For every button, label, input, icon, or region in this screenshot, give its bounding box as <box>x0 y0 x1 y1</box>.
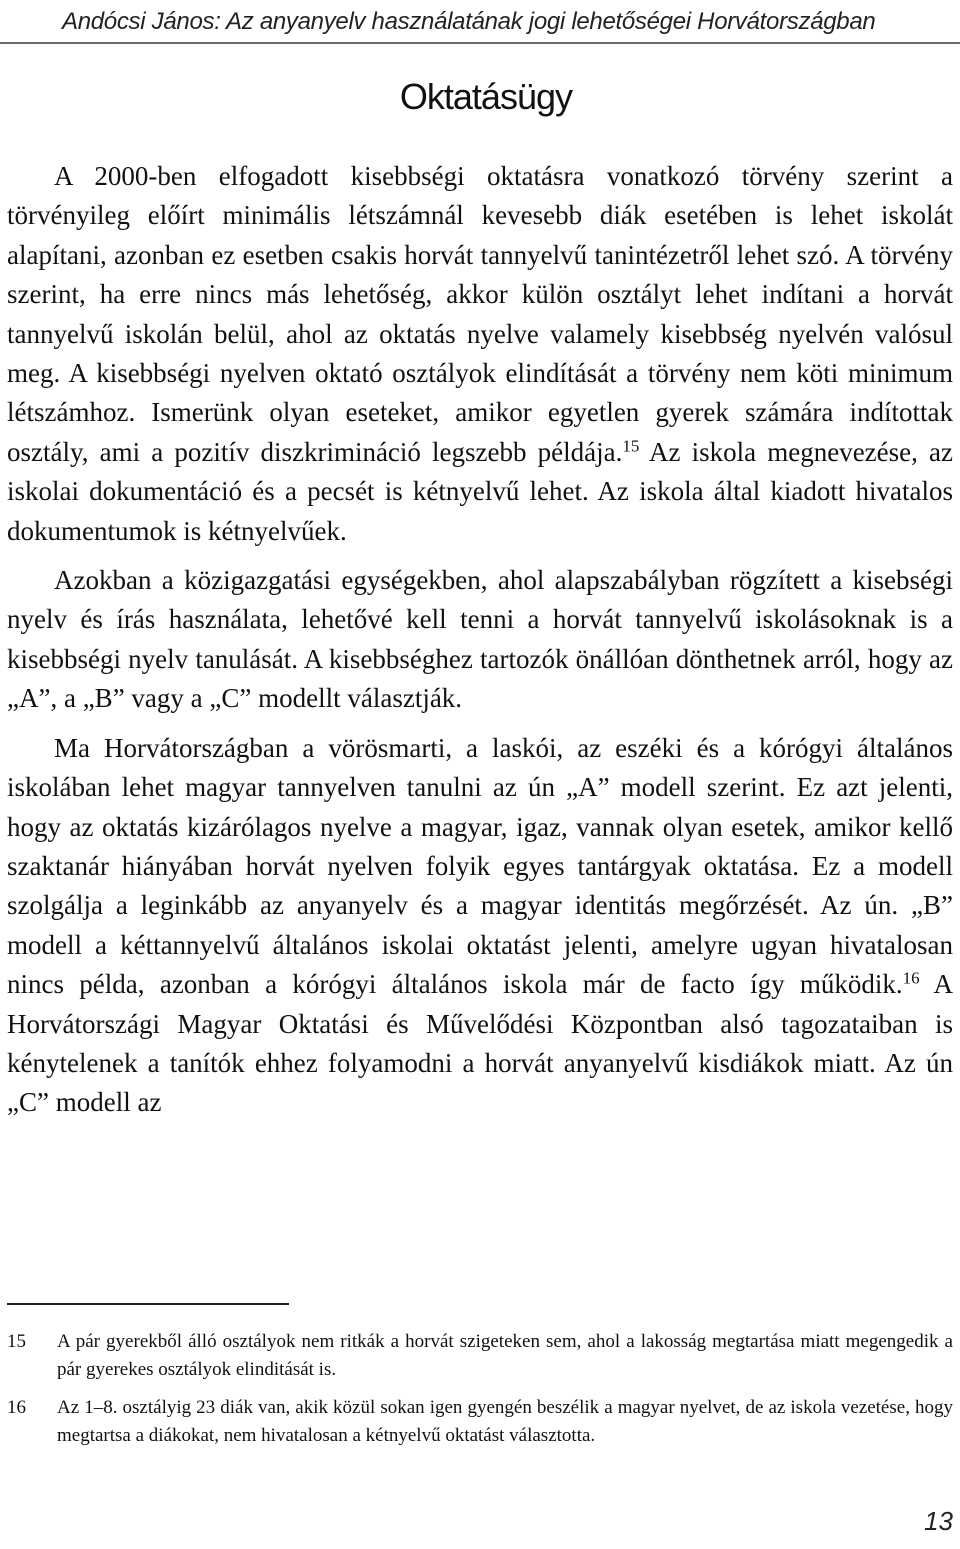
footnote-16 <box>7 1394 953 1450</box>
footnote-text: Az 1–8. osztályig 23 diák van, akik közül sokan igen gyengén beszélik a magyar nyelvet, de az iskola vezetése, hogy megtartsa a diákokat, nem hivatalosan a kétnyelvű oktatást választotta. <box>57 1397 953 1446</box>
footnote-text: A pár gyerekből álló osztályok nem ritkák a horvát szigeteken sem, ahol a lakosság megtartása miatt megengedik a pár gyerekes osztályok elinditását is. <box>57 1331 953 1380</box>
footnote-number: 16 <box>7 1397 26 1418</box>
paragraph-2 <box>7 561 953 719</box>
footnote-ref-15[interactable]: 15 <box>622 436 640 456</box>
footnote-number: 15 <box>7 1331 26 1352</box>
header-divider <box>0 42 960 44</box>
paragraph-1 <box>7 157 953 551</box>
body-text <box>7 157 953 1133</box>
footnote-15 <box>7 1328 953 1384</box>
paragraph-3-text-b: A Horvátországi Magyar Oktatási és Művelődési Központban alsó tagozataiban is kénytelenek a tanítók ehhez folyamodni a horvát anyanyelvű kisdiákok miatt. Az ún „C” modell az <box>7 969 953 1118</box>
paragraph-1-text-a: A 2000-ben elfogadott kisebbségi oktatásra vonatkozó törvény szerint a törvényileg előírt minimális létszámnál kevesebb diák esetében is lehet iskolát alapítani, azonban ez esetben csakis horvát tannyelvű tanintézetről lehet szó. A törvény szerint, ha erre nincs más lehetőség, akkor külön osztályt lehet indítani a horvát tannyelvű iskolán belül, ahol az oktatás nyelve valamely kisebbség nyelvén valósul meg. A kisebbségi nyelven oktató osztályok elindítását a törvény nem köti minimum létszámhoz. Ismerünk olyan eseteket, amikor egyetlen gyerek számára indítottak osztály, ami a pozitív diszkrimináció legszebb példája. <box>7 161 953 467</box>
footnote-ref-16[interactable]: 16 <box>902 968 920 988</box>
footnotes <box>7 1328 953 1460</box>
running-head: Andócsi János: Az anyanyelv használatának jogi lehetőségei Horvátországban <box>62 8 876 35</box>
section-title: Oktatásügy <box>399 76 572 117</box>
paragraph-1-text-b: Az iskola megnevezése, az iskolai dokumentáció és a pecsét is kétnyelvű lehet. Az iskola által kiadott hivatalos dokumentumok is kétnyelvűek. <box>7 436 953 546</box>
paragraph-3-text-a: Ma Horvátországban a vörösmarti, a laskói, az eszéki és a kórógyi általános iskolában lehet magyar tannyelven tanulni az ún „A” modell szerint. Ez azt jelenti, hogy az oktatás kizárólagos nyelve a magyar, igaz, vannak olyan esetek, amikor kellő szaktanár hiányában horvát nyelven folyik egyes tantárgyak oktatása. Ez a modell szolgálja a leginkább az anyanyelv és a magyar identitás megőrzését. Az ún. „B” modell a kéttannyelvű általános iskolai oktatást jelenti, amelyre ugyan hivatalosan nincs példa, azonban a kórógyi általános iskola már de facto így működik. <box>7 732 953 1000</box>
footnote-divider <box>7 1303 289 1305</box>
paragraph-2-text: Azokban a közigazgatási egységekben, ahol alapszabályban rögzített a kisebségi nyelv és írás használata, lehetővé kell tenni a horvát tannyelvű iskolásoknak is a kisebbségi nyelv tanulását. A kisebbséghez tartozók önállóan dönthetnek arról, hogy az „A”, a „B” vagy a „C” modellt választják. <box>7 565 953 714</box>
paragraph-3 <box>7 729 953 1123</box>
page-number: 13 <box>924 1506 953 1536</box>
